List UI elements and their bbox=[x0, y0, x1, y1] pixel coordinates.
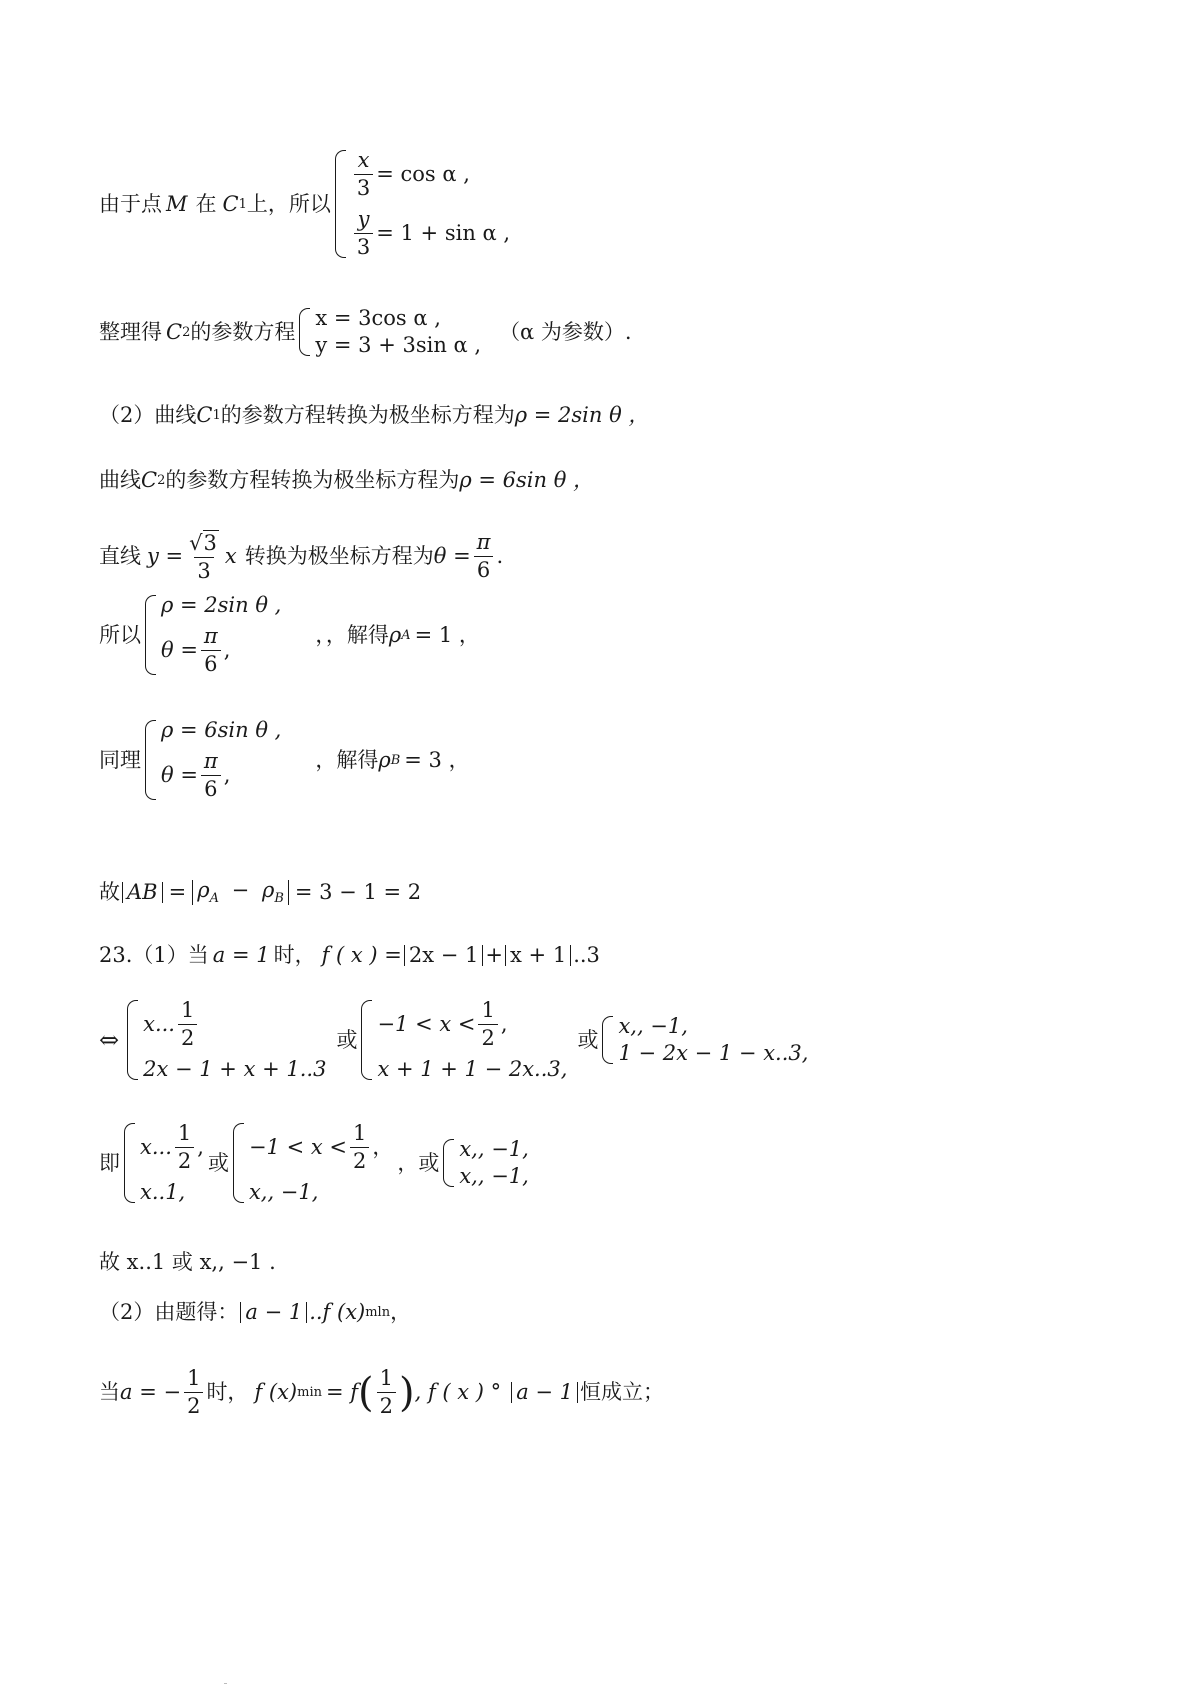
fraction: $\frac{y}{3}$ bbox=[354, 209, 373, 258]
equation-system: −1 < x < $\frac{1}{2}$ ， x,, −1, bbox=[233, 1123, 393, 1203]
line-equivalence-cases: ⇔ x... $\frac{1}{2}$ 2x − 1 + x + 1..3 或 −1 < x < $\frac{1}{2}$ , x + 1 + 1 − 2x..3, 或 x,, −1, 1 − 2x − 1 − x..3, bbox=[99, 998, 809, 1081]
fraction: $\frac{x}{3}$ bbox=[354, 150, 373, 199]
subscript: 1 bbox=[238, 196, 247, 212]
line-part2-condition: （2）由题得： a − 1 ..f (x) mln ， bbox=[99, 1300, 412, 1324]
equation-system: x,, −1, x,, −1, bbox=[443, 1139, 529, 1187]
equation-system: $\frac{x}{3}$ = cos α , $\frac{y}{3}$ = 1 + sin α , bbox=[335, 150, 510, 258]
line-problem-23-part1: 23.（1）当 a = 1 时， f ( x ) = 2x − 1 + x + 1 ..3 bbox=[99, 943, 600, 967]
text: 由于点 bbox=[99, 191, 162, 216]
line-solve-rho-b: 同理 ρ = 6sin θ , θ = $\frac{\pi}{6}$ , ，解得 ρ B = 3 ， bbox=[99, 718, 470, 801]
line-ab-length: 故 AB = $\rho_A - \rho_B$ = 3 − 1 = 2 bbox=[99, 878, 422, 906]
var-m: M bbox=[166, 191, 188, 216]
fraction: √ 3 3 bbox=[189, 531, 217, 583]
line-c1-polar: （2）曲线 C 1 的参数方程转换为极坐标方程为 ρ = 2sin θ ， bbox=[99, 403, 650, 427]
line-straight-line-polar: 直线 y = √ 3 3 x 转换为极坐标方程为 θ = $\frac{\pi}{6}$ . bbox=[99, 529, 504, 583]
sqrt: √ 3 bbox=[189, 531, 217, 555]
equation-system: ρ = 6sin θ , θ = $\frac{\pi}{6}$ , bbox=[145, 720, 281, 800]
footer-mark bbox=[224, 1683, 227, 1684]
equation-system: ρ = 2sin θ , θ = $\frac{\pi}{6}$ , bbox=[145, 595, 281, 675]
line-solve-rho-a: 所以 ρ = 2sin θ , θ = $\frac{\pi}{6}$ , ，，解得 ρ A = 1 ， bbox=[99, 593, 480, 676]
equation-system: x = 3cos α , y = 3 + 3sin α , bbox=[299, 308, 481, 356]
equation-system: x... $\frac{1}{2}$ 2x − 1 + x + 1..3 bbox=[127, 1000, 326, 1080]
brace bbox=[335, 150, 346, 258]
line-part2-case: 当 a = − $\frac{1}{2}$ 时， f (x) min = f ( $\frac{1}{2}$ ) , f ( x ) ° a − 1 恒成立； bbox=[99, 1366, 665, 1418]
line-c2-polar: 曲线 C 2 的参数方程转换为极坐标方程为 ρ = 6sin θ ， bbox=[99, 468, 595, 492]
fraction: $\frac{\pi}{6}$ bbox=[474, 532, 494, 581]
text: 上，所以 bbox=[246, 191, 331, 216]
line-c2-parametric: 整理得 C 2 的参数方程 x = 3cos α , y = 3 + 3sin α , （α 为参数）. bbox=[99, 306, 632, 357]
text: 在 bbox=[195, 191, 217, 216]
equation-system: x... $\frac{1}{2}$ , x..1, bbox=[124, 1123, 204, 1203]
var-c: C bbox=[222, 191, 239, 216]
line-simplified-cases: 即 x... $\frac{1}{2}$ , x..1, 或 −1 < x < $\frac{1}{2}$ ， x,, −1, ，或 x,, −1, x,, −1, bbox=[99, 1121, 529, 1204]
equation-system: x,, −1, 1 − 2x − 1 − x..3, bbox=[602, 1016, 808, 1064]
equation-system: −1 < x < $\frac{1}{2}$ , x + 1 + 1 − 2x..3, bbox=[361, 1000, 567, 1080]
line-conclusion-part1: 故 x..1 或 x,, −1 . bbox=[99, 1250, 276, 1274]
line-point-m-on-c1 bbox=[99, 150, 514, 258]
